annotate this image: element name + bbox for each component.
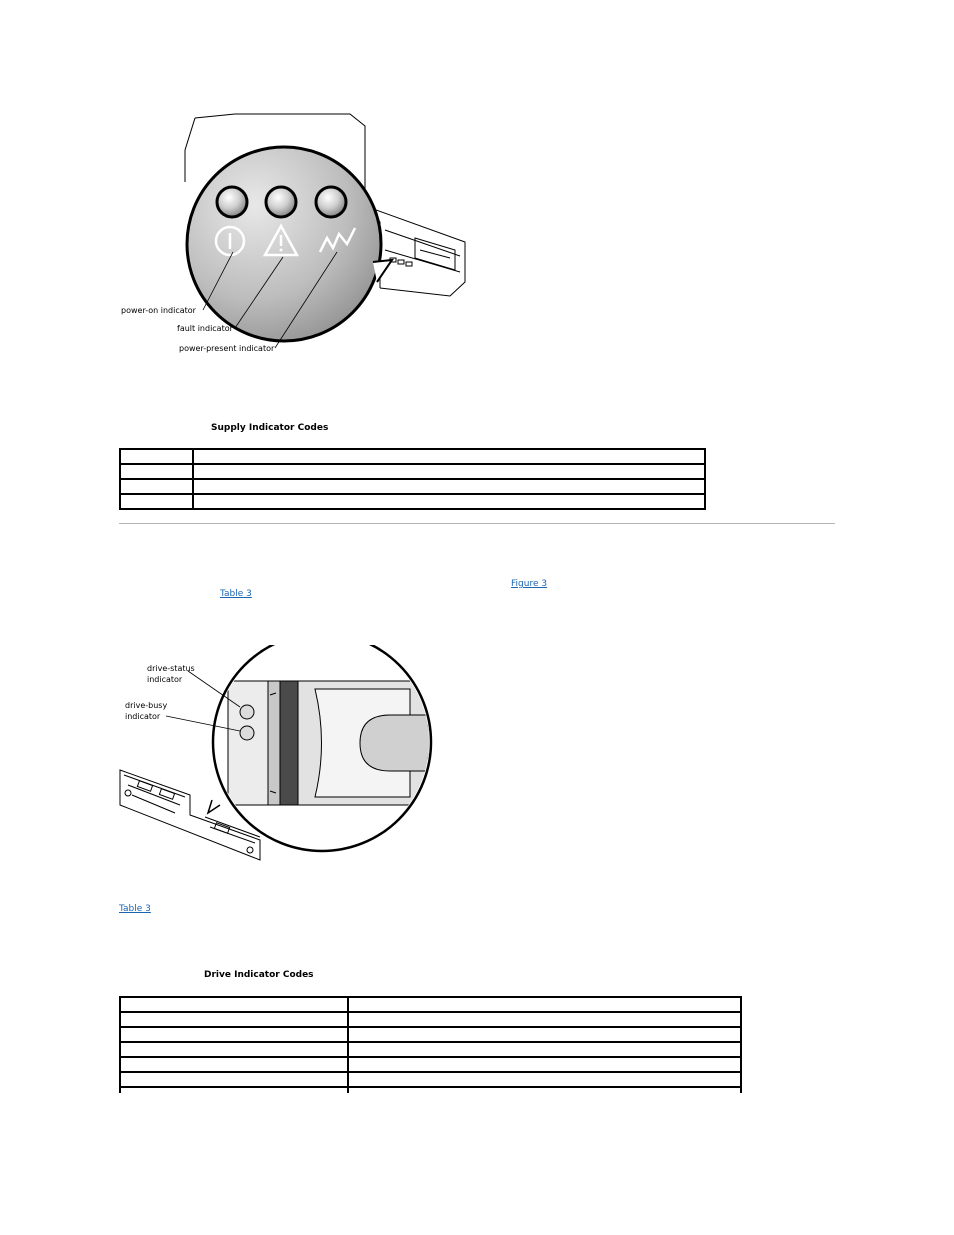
power-on-indicator-label: power-on indicator <box>121 306 196 315</box>
table-row <box>120 1072 741 1087</box>
table-row <box>120 1087 741 1093</box>
table-3-link[interactable]: Table 3 <box>220 589 252 599</box>
fault-indicator-label: fault indicator <box>177 324 233 333</box>
table-row <box>120 449 705 464</box>
power-supply-indicators-figure <box>115 110 475 360</box>
table-row <box>120 479 705 494</box>
power-present-indicator-label: power-present indicator <box>179 344 275 353</box>
table-row <box>120 464 705 479</box>
drive-busy-label-line2: indicator <box>125 712 161 721</box>
drive-status-label-line2: indicator <box>147 675 183 684</box>
drive-indicators-figure <box>110 645 435 875</box>
table-row <box>120 1012 741 1027</box>
drive-indicator-table <box>119 996 742 1093</box>
supply-table-caption: Supply Indicator Codes <box>211 423 329 433</box>
section-divider <box>119 523 835 524</box>
table-row <box>120 1042 741 1057</box>
supply-indicator-table <box>119 448 706 510</box>
drive-busy-label: drive-busy <box>125 701 168 710</box>
table-row <box>120 1027 741 1042</box>
drive-status-label: drive-status <box>147 664 195 673</box>
table-row <box>120 1057 741 1072</box>
figure-3-link[interactable]: Figure 3 <box>511 579 548 589</box>
table-3-link-2[interactable]: Table 3 <box>119 904 151 914</box>
drive-table-caption: Drive Indicator Codes <box>204 970 314 980</box>
table-row <box>120 997 741 1012</box>
table-row <box>120 494 705 509</box>
